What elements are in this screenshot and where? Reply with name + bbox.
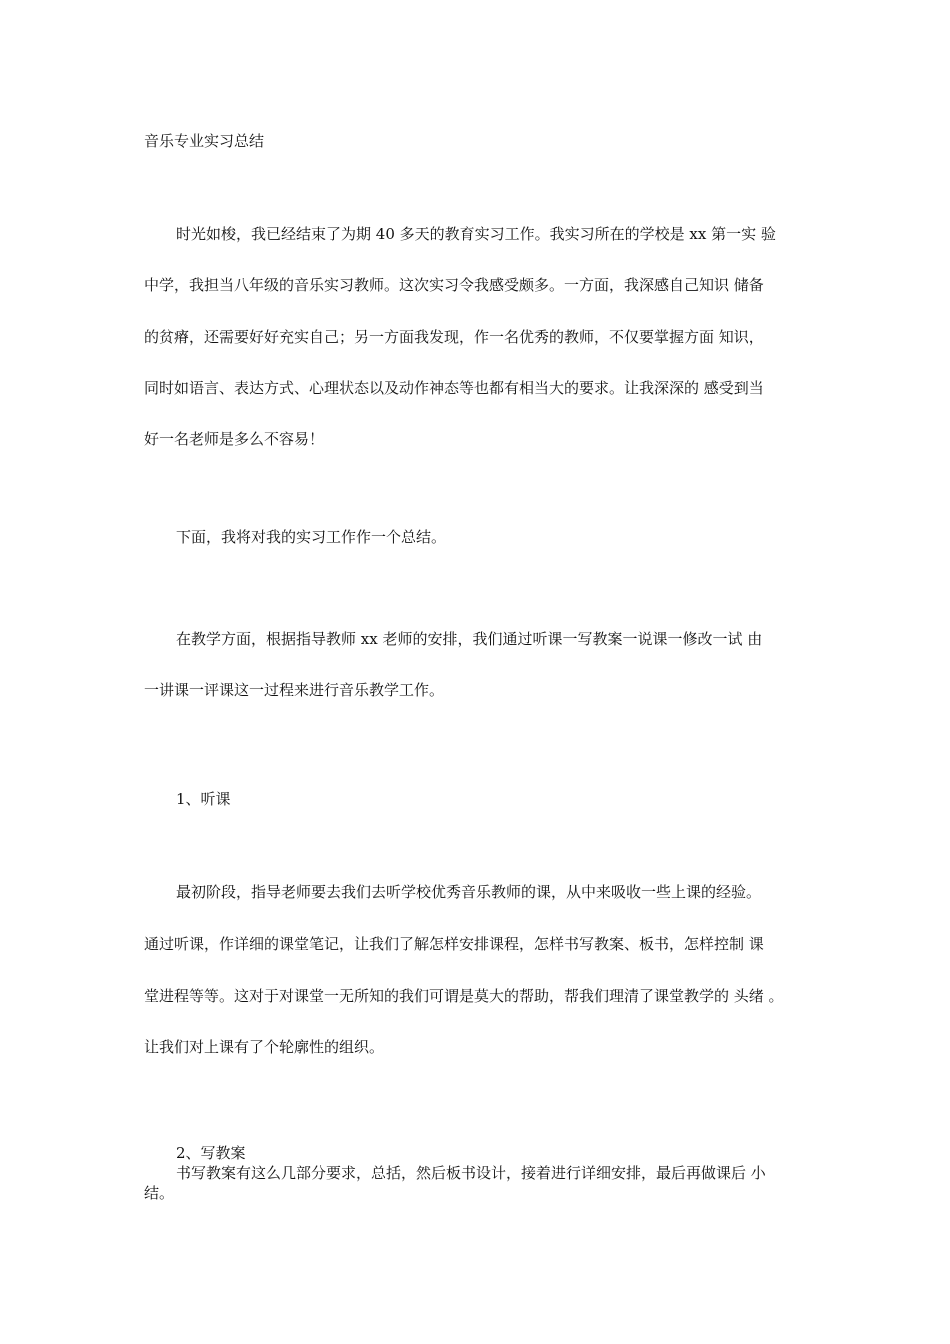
paragraph-line: 结。 — [144, 1184, 175, 1202]
paragraph-line: 好一名老师是多么不容易！ — [144, 430, 325, 448]
page-title: 音乐专业实习总结 — [144, 132, 265, 150]
paragraph-line: 中学，我担当八年级的音乐实习教师。这次实习令我感受颇多。一方面，我深感自己知识 储备 — [144, 276, 764, 294]
paragraph-line: 一讲课一评课这一过程来进行音乐教学工作。 — [144, 681, 445, 699]
paragraph-line: 在教学方面，根据指导教师 xx 老师的安排，我们通过听课一写教案一说课一修改一试 由 — [176, 630, 763, 648]
paragraph-line: 让我们对上课有了个轮廓性的组织。 — [144, 1038, 385, 1056]
paragraph-line: 下面，我将对我的实习工作作一个总结。 — [176, 528, 447, 546]
section-heading: 2、写教案 — [176, 1144, 246, 1162]
paragraph-line: 同时如语言、表达方式、心理状态以及动作神态等也都有相当大的要求。让我深深的 感受到当 — [144, 379, 764, 397]
paragraph-line: 时光如梭，我已经结束了为期 40 多天的教育实习工作。我实习所在的学校是 xx 第一实 验 — [176, 225, 776, 243]
section-heading: 1、听课 — [176, 790, 231, 808]
paragraph-line: 最初阶段，指导老师要去我们去听学校优秀音乐教师的课，从中来吸收一些上课的经验。 — [176, 883, 762, 901]
paragraph-line: 的贫瘠，还需要好好充实自己；另一方面我发现，作一名优秀的教师，不仅要掌握方面 知识， — [144, 328, 764, 346]
paragraph-line: 堂进程等等。这对于对课堂一无所知的我们可谓是莫大的帮助，帮我们理清了课堂教学的 头绪 。 — [144, 987, 784, 1005]
paragraph-line: 书写教案有这么几部分要求，总括，然后板书设计，接着进行详细安排，最后再做课后 小 — [176, 1164, 766, 1182]
paragraph-line: 通过听课，作详细的课堂笔记，让我们了解怎样安排课程，怎样书写教案、板书，怎样控制 课 — [144, 935, 764, 953]
